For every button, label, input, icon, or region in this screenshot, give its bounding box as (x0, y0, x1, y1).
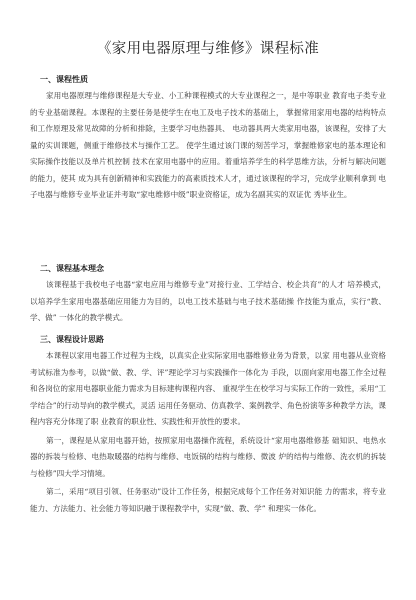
section-paragraph: 本课程以家用电器工作过程为主线，以真实企业实际家用电器维修业务为背景，以家 用电器从业资格考试标准为参考，以做“做、教、学、评”理论学习与实践操作一体化为 手段，以面向家用电器工作全过程和各岗位的家用电器职业能力需求为目标建构课程内容、 重视学生在校学习与实际工作的一致性，采用“工学结合”的行动导向的教学模式，灵活 运用任务驱动、仿真教学、案例教学、角色扮演等多种教学方法，课程内容充分体现了职 业教育的职业性、实践性和开放性的要求。 (30, 351, 386, 426)
section-paragraph: 该课程基于我校电子电器“家电应用与维修专业”对接行业、工学结合、校企共育”的人才 培养模式，以培养学生家用电器基础应用能力为目的，以电工技术基础与电子技术基础操 作技能为重点，实行“教、学、做” 一体化的教学模式。 (30, 280, 386, 322)
section-paragraph: 第二，采用“项目引领、任务驱动”设计工作任务，根据完成每个工作任务对知识能 力的需求，将专业能力、方法能力、社会能力等知识融于课程教学中，实现“做、教、学” 和理实一体化。 (30, 487, 386, 513)
section-heading: 三、课程设计思路 (40, 334, 104, 344)
section-heading: 一、课程性质 (40, 74, 88, 84)
section-design-approach (30, 333, 386, 517)
section-paragraph: 家用电器原理与维修课程是大专业、小工种课程模式的大专业课程之一，是中等职业 教育电子类专业的专业基础课程。本课程的主要任务是使学生在电工及电子技术的基础上， 掌握常用家用电器的结构特点和工作原理及常见故障的分析和排除，主要学习电热器具、 电动器具两大类家用电器，该课程，安排了大量的实训课题，侧重于维修技术与操作工艺。 使学生通过该门课的刻苦学习，掌握维修家电的基本理论和实际操作技能以及单片机控制 技术在家用电器中的应用。着重培养学生的科学思维方法，分析与解决问题的能力，使其 成为具有创新精神和实践能力的高素质技术人才，通过该课程的学习，完成学业顺利拿到 电子电器与维修专业毕业证并考取“家电维修中级”职业资格证，成为名副其实的双证优 秀毕业生。 (30, 91, 386, 199)
document-title: 《家用电器原理与维修》课程标准 (97, 41, 319, 57)
section-basic-concept (30, 262, 386, 327)
section-course-nature (30, 73, 386, 204)
section-paragraph: 第一，课程是从家用电器开始，按照家用电器操作流程，系统设计“家用电器维修基 础知识、电热水器的拆装与检修、电热取暖器的结构与维修、电饭锅的结构与维修、微波 炉的结构与维修、洗衣机的拆装与检修”四大学习情境。 (30, 435, 386, 478)
section-heading: 二、课程基本理念 (40, 263, 104, 273)
